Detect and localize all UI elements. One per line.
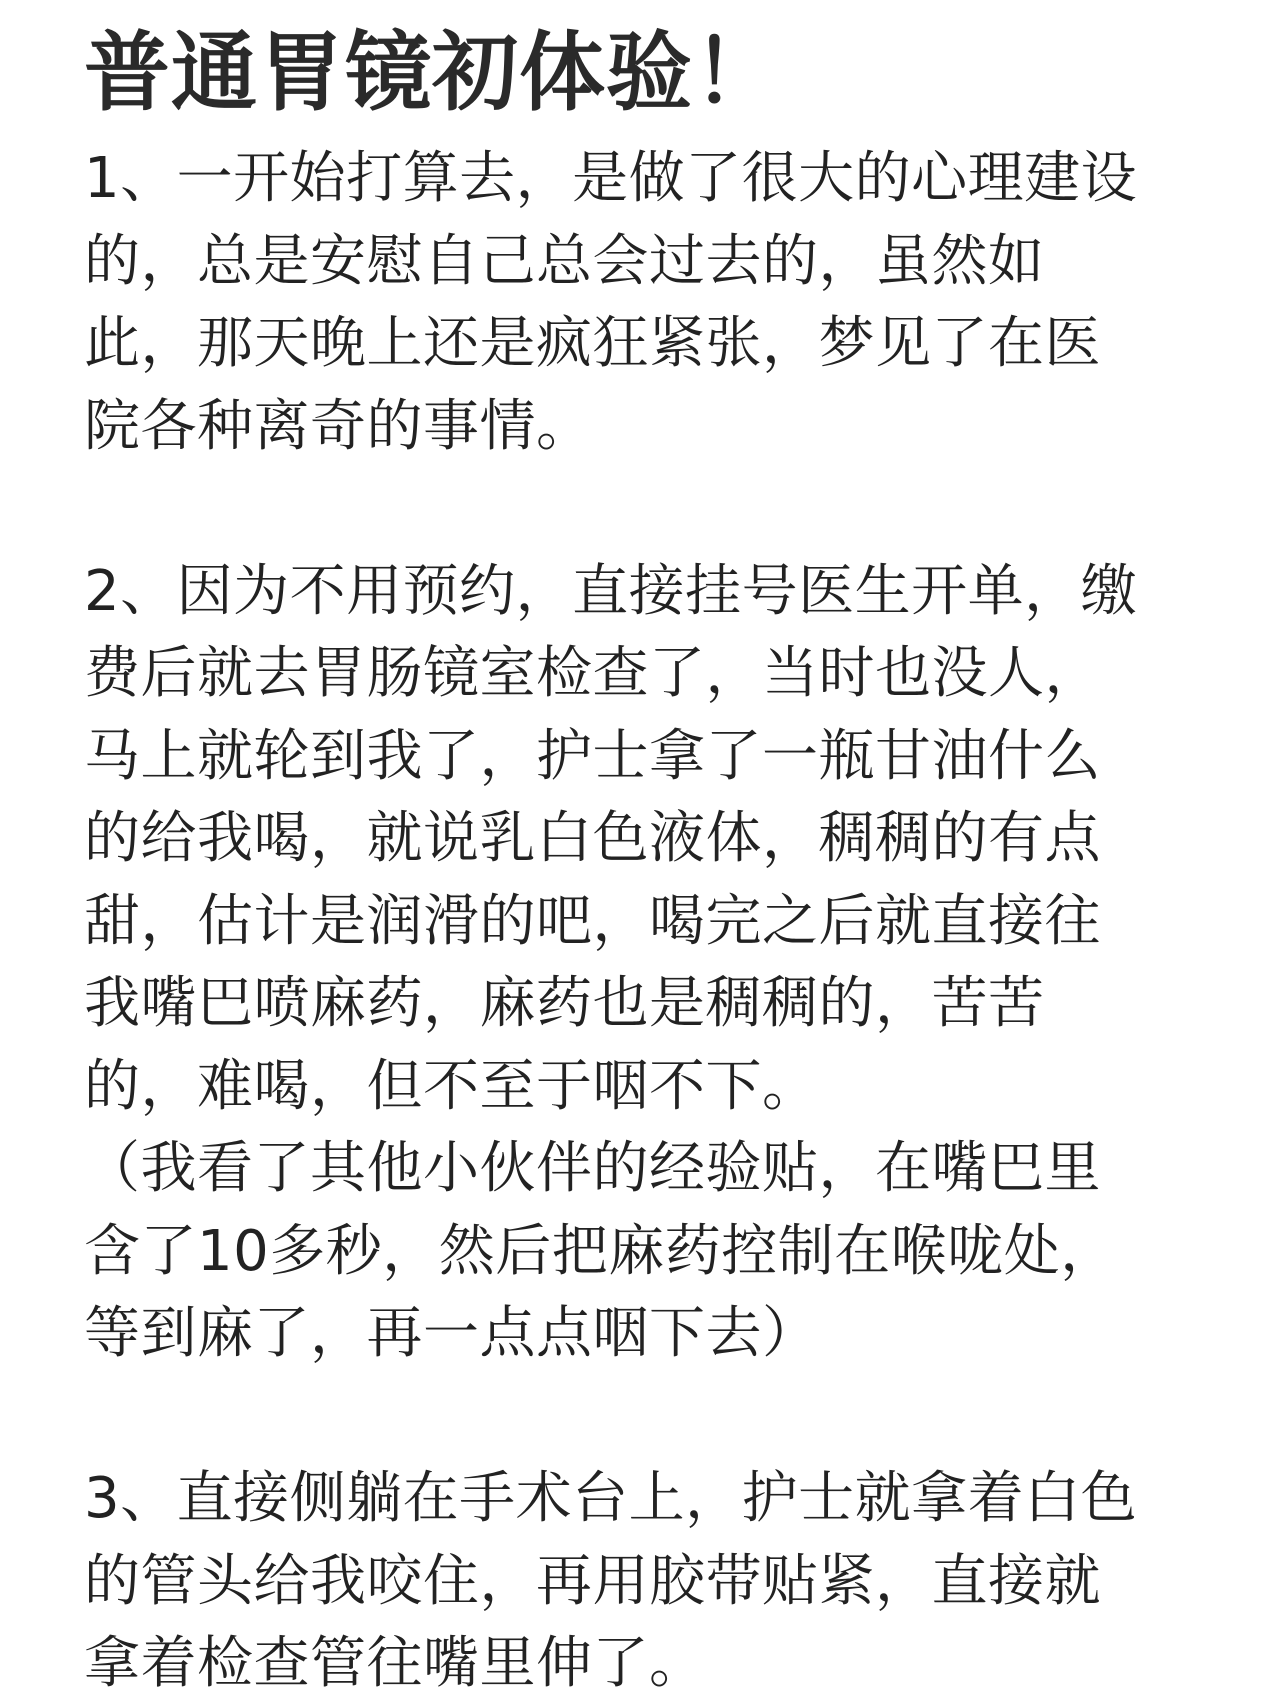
article-body	[84, 138, 1204, 1706]
paragraph-line: 此，那天晚上还是疯狂紧张，梦见了在医	[84, 311, 1101, 376]
paragraph-line: 马上就轮到我了，护士拿了一瓶甘油什么	[84, 723, 1101, 789]
paragraph-line: （我看了其他小伙伴的经验贴，在嘴巴里	[84, 1136, 1101, 1201]
paragraph-line: 甜，估计是润滑的吧，喝完之后就直接往	[84, 888, 1101, 954]
paragraph-line: 等到麻了，再一点点咽下去）	[84, 1301, 819, 1366]
paragraph-line: 拿着检查管往嘴里伸了。	[84, 1631, 706, 1696]
paragraph-line: 含了10多秒，然后把麻药控制在喉咙处，	[84, 1218, 1117, 1284]
paragraph-line: 的，难喝，但不至于咽不下。	[84, 1053, 819, 1119]
paragraph-line: 的管头给我咬住，再用胶带贴紧，直接就	[84, 1548, 1101, 1614]
paragraph-3	[84, 1458, 1204, 1706]
paragraph-line: 我嘴巴喷麻药，麻药也是稠稠的，苦苦	[84, 971, 1045, 1036]
paragraph-line: 费后就去胃肠镜室检查了，当时也没人，	[84, 641, 1101, 706]
paragraph-line: 1、一开始打算去，是做了很大的心理建设	[84, 146, 1138, 211]
paragraph-line: 的给我喝，就说乳白色液体，稠稠的有点	[84, 806, 1101, 871]
paragraph-line: 的，总是安慰自己总会过去的，虽然如	[84, 228, 1045, 294]
paragraph-2	[84, 551, 1204, 1376]
paragraph-1	[84, 138, 1204, 468]
page-title: 普通胃镜初体验！	[84, 23, 780, 123]
document-page	[84, 0, 1204, 1706]
paragraph-spacer	[84, 468, 1204, 551]
paragraph-spacer	[84, 1376, 1204, 1459]
paragraph-line: 2、因为不用预约，直接挂号医生开单，缴	[84, 558, 1138, 624]
paragraph-line: 院各种离奇的事情。	[84, 393, 593, 459]
paragraph-line: 3、直接侧躺在手术台上，护士就拿着白色	[84, 1466, 1138, 1531]
